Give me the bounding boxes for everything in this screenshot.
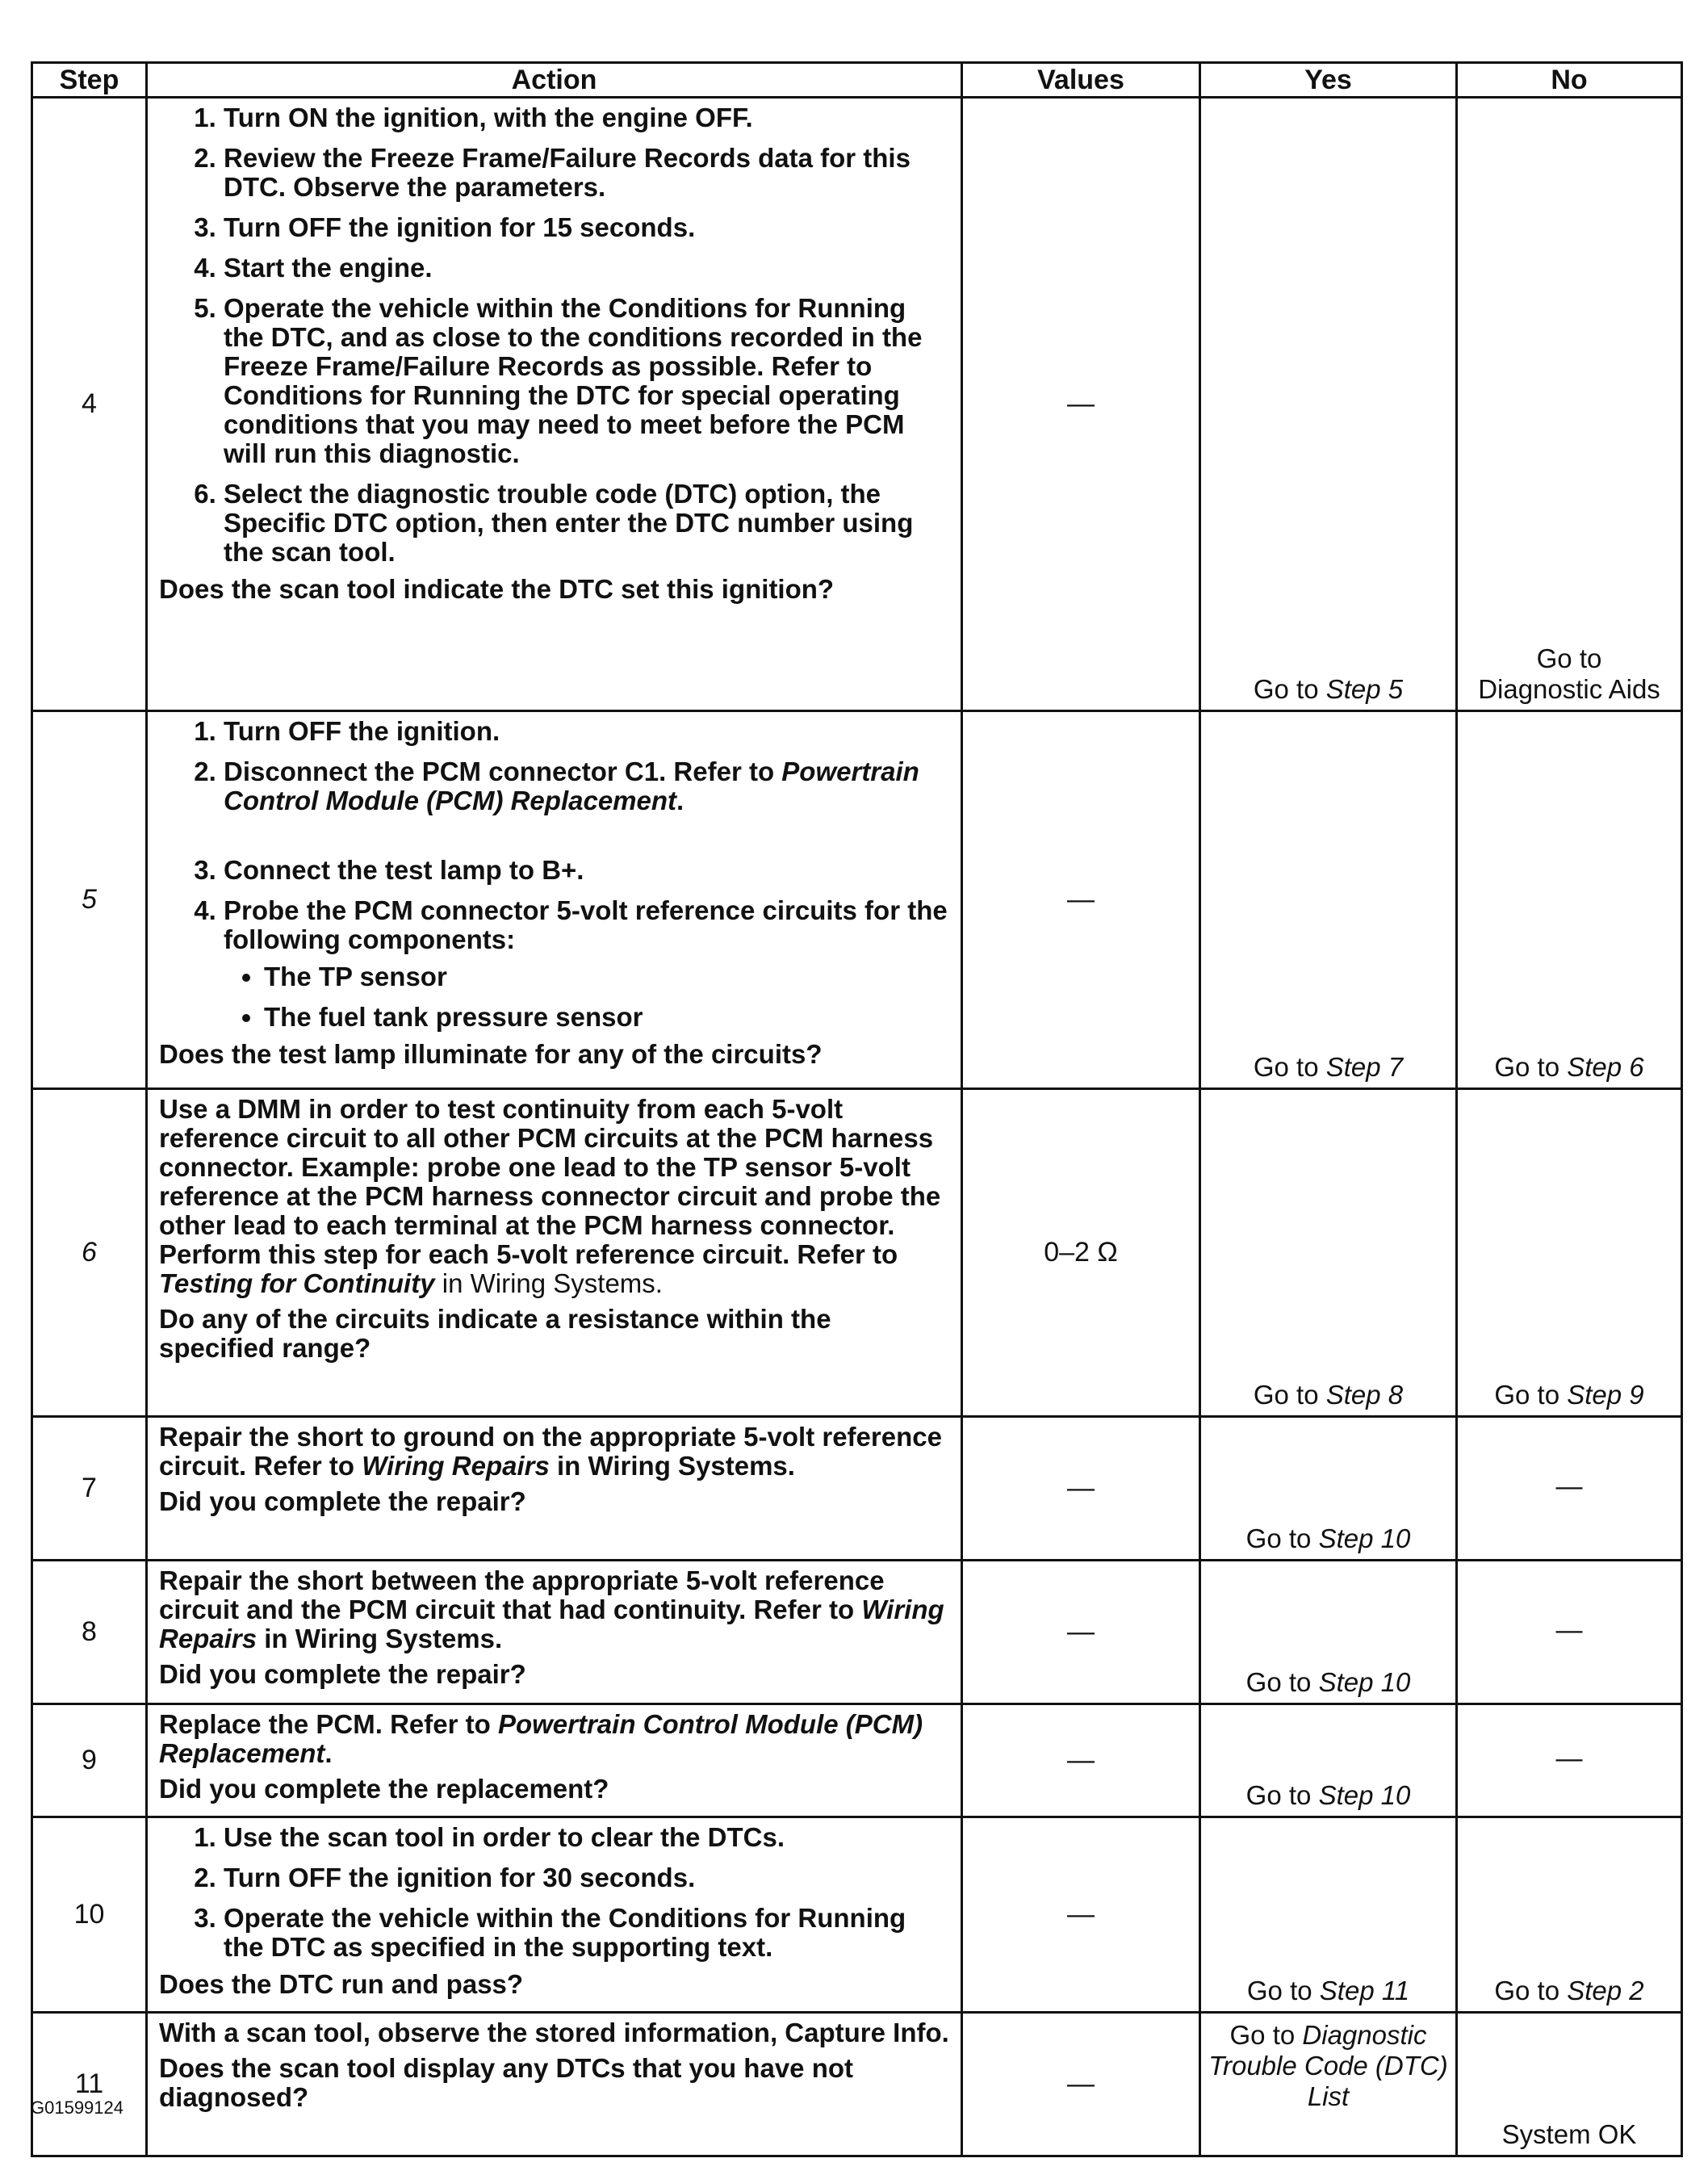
question: Does the scan tool indicate the DTC set this ignition? xyxy=(159,574,835,604)
question: Do any of the circuits indicate a resistance within the specified range? xyxy=(159,1304,831,1363)
yes-cell xyxy=(1200,2013,1457,2156)
item-text: Use a DMM in order to test continuity from each 5-volt reference circuit to all other PCM circuits at the PCM harness connector. Example: probe one lead to the TP sensor 5-volt reference at the PCM harness connector circuit and probe the other lead to each terminal at the PCM harness connector. Perform this step for each 5-volt reference circuit. Refer to xyxy=(159,1094,941,1269)
item-text: Replace the PCM. Refer to xyxy=(159,1709,491,1739)
list-item: 2. Turn OFF the ignition for 30 seconds. xyxy=(224,1863,949,1892)
yes-cell xyxy=(1200,711,1457,1089)
no-cell xyxy=(1457,711,1682,1089)
yes-cell xyxy=(1200,1704,1457,1817)
values-cell: — xyxy=(962,711,1200,1089)
action-text xyxy=(159,1710,949,1768)
header-action: Action xyxy=(147,63,962,98)
reference-link[interactable]: Wiring Repairs xyxy=(362,1451,550,1481)
no-cell: — xyxy=(1457,1704,1682,1817)
goto-link[interactable]: Diagnostic Aids xyxy=(1478,674,1660,704)
goto-label: Go to xyxy=(1494,1380,1560,1410)
component-list xyxy=(224,962,949,1032)
item-text: in Wiring Systems. xyxy=(557,1451,795,1481)
action-text: With a scan tool, observe the stored information, Capture Info. xyxy=(159,2018,949,2047)
question: Does the scan tool display any DTCs that you have not diagnosed? xyxy=(159,2053,853,2112)
yes-cell xyxy=(1200,1417,1457,1561)
action-steps xyxy=(159,1823,949,1962)
reference-link[interactable]: Powertrain Control Module (PCM) Replacement xyxy=(224,756,919,815)
step-number: 10 xyxy=(32,1817,147,2013)
question: Did you complete the repair? xyxy=(159,1486,526,1516)
goto-label: Go to xyxy=(1245,1523,1312,1553)
table-row xyxy=(32,2013,1682,2156)
goto-link[interactable]: Step 10 xyxy=(1318,1523,1411,1553)
goto-label: Go to xyxy=(1253,1052,1319,1082)
period: . xyxy=(324,1738,333,1768)
no-cell: — xyxy=(1457,1561,1682,1704)
table-row xyxy=(32,1561,1682,1704)
step-number: 8 xyxy=(32,1561,147,1704)
step-number: 11 xyxy=(32,2013,147,2156)
item-text: Repair the short to ground on the appropriate 5-volt reference circuit. Refer to xyxy=(159,1422,942,1481)
goto-link[interactable]: Step 10 xyxy=(1318,1780,1411,1810)
action-text xyxy=(159,1423,949,1481)
goto-link[interactable]: Step 11 xyxy=(1319,1976,1410,2005)
table-row xyxy=(32,1089,1682,1417)
goto-label: Go to xyxy=(1494,1976,1560,2005)
goto-link[interactable]: Diagnostic Trouble Code (DTC) List xyxy=(1208,2020,1448,2111)
action-cell xyxy=(147,98,962,711)
reference-link[interactable]: Powertrain Control Module (PCM) Replacement xyxy=(159,1709,923,1768)
action-text xyxy=(159,1566,949,1653)
goto-link[interactable]: Step 7 xyxy=(1325,1052,1404,1082)
item-text: Repair the short between the appropriate 5-volt reference circuit and the PCM circuit that had continuity. Refer to xyxy=(159,1565,885,1624)
action-cell xyxy=(147,711,962,1089)
question: Did you complete the repair? xyxy=(159,1659,526,1689)
item-text: Disconnect the PCM connector C1. Refer to xyxy=(224,756,775,786)
goto-link[interactable]: Step 9 xyxy=(1567,1380,1644,1410)
figure-id-caption: G01599124 xyxy=(31,2097,123,2118)
table-row xyxy=(32,98,1682,711)
action-steps xyxy=(159,717,949,1032)
reference-link[interactable]: Wiring Repairs xyxy=(159,1595,944,1653)
goto-label: Go to xyxy=(1246,1976,1312,2005)
header-row xyxy=(32,63,1682,98)
action-steps xyxy=(159,103,949,567)
values-cell: — xyxy=(962,2013,1200,2156)
header-values: Values xyxy=(962,63,1200,98)
values-cell: — xyxy=(962,1561,1200,1704)
goto-link[interactable]: Step 6 xyxy=(1567,1052,1644,1082)
list-item: • The TP sensor xyxy=(264,962,949,991)
values-cell: — xyxy=(962,98,1200,711)
yes-cell xyxy=(1200,1089,1457,1417)
action-cell xyxy=(147,1417,962,1561)
action-cell xyxy=(147,2013,962,2156)
no-cell: — xyxy=(1457,1417,1682,1561)
table-row xyxy=(32,1704,1682,1817)
step-number: 5 xyxy=(32,711,147,1089)
item-text: in Wiring Systems. xyxy=(442,1268,663,1298)
action-cell xyxy=(147,1817,962,2013)
step-number: 4 xyxy=(32,98,147,711)
action-cell xyxy=(147,1561,962,1704)
header-no: No xyxy=(1457,63,1682,98)
list-item: 3. Turn OFF the ignition for 15 seconds. xyxy=(224,213,949,242)
item-text: in Wiring Systems. xyxy=(264,1624,503,1653)
goto-label: Go to xyxy=(1253,674,1319,704)
item-text: Probe the PCM connector 5-volt reference circuits for the following components: xyxy=(224,895,948,954)
values-cell: 0–2 Ω xyxy=(962,1089,1200,1417)
goto-label: Go to xyxy=(1494,1052,1560,1082)
goto-link[interactable]: Step 5 xyxy=(1325,674,1404,704)
action-cell xyxy=(147,1089,962,1417)
no-cell xyxy=(1457,1089,1682,1417)
goto-label: Go to xyxy=(1229,2020,1296,2050)
goto-label: Go to xyxy=(1245,1780,1312,1810)
diagnostic-table xyxy=(31,61,1683,2157)
table-row xyxy=(32,711,1682,1089)
reference-link[interactable]: Testing for Continuity xyxy=(159,1268,435,1298)
list-item: 3. Connect the test lamp to B+. xyxy=(224,856,949,885)
goto-label: Go to xyxy=(1536,643,1602,673)
list-item: 1. Use the scan tool in order to clear the DTCs. xyxy=(224,1823,949,1852)
list-item: 1. Turn OFF the ignition. xyxy=(224,717,949,746)
goto-label: Go to xyxy=(1245,1667,1312,1697)
no-cell xyxy=(1457,98,1682,711)
question: Did you complete the replacement? xyxy=(159,1774,609,1804)
step-number: 6 xyxy=(32,1089,147,1417)
action-text xyxy=(159,1095,949,1298)
header-yes: Yes xyxy=(1200,63,1457,98)
action-cell xyxy=(147,1704,962,1817)
values-cell: — xyxy=(962,1704,1200,1817)
list-item: 6. Select the diagnostic trouble code (DTC) option, the Specific DTC option, then enter the DTC number using the scan tool. xyxy=(224,480,949,567)
goto-label: Go to xyxy=(1253,1380,1319,1410)
table-row xyxy=(32,1417,1682,1561)
yes-cell xyxy=(1200,1561,1457,1704)
no-cell xyxy=(1457,1817,1682,2013)
step-number: 9 xyxy=(32,1704,147,1817)
table-row xyxy=(32,1817,1682,2013)
list-item xyxy=(224,896,949,1032)
list-item: 4. Start the engine. xyxy=(224,254,949,283)
goto-link[interactable]: Step 2 xyxy=(1567,1976,1644,2005)
yes-cell xyxy=(1200,98,1457,711)
list-item: 2. Review the Freeze Frame/Failure Records data for this DTC. Observe the parameters. xyxy=(224,144,949,202)
values-cell: — xyxy=(962,1817,1200,2013)
header-step: Step xyxy=(32,63,147,98)
question: Does the DTC run and pass? xyxy=(159,1969,524,1999)
question: Does the test lamp illuminate for any of the circuits? xyxy=(159,1039,823,1069)
yes-cell xyxy=(1200,1817,1457,2013)
values-cell: — xyxy=(962,1417,1200,1561)
goto-link[interactable]: Step 8 xyxy=(1325,1380,1404,1410)
step-number: 7 xyxy=(32,1417,147,1561)
period: . xyxy=(676,786,684,815)
list-item: 5. Operate the vehicle within the Conditions for Running the DTC, and as close to the conditions recorded in the Freeze Frame/Failure Records as possible. Refer to Conditions for Running the DTC for special operating conditions that you may need to meet before the PCM will run this diagnostic. xyxy=(224,294,949,468)
list-item: • The fuel tank pressure sensor xyxy=(264,1003,949,1032)
no-cell: System OK xyxy=(1457,2013,1682,2156)
goto-link[interactable]: Step 10 xyxy=(1318,1667,1411,1697)
list-item: 1. Turn ON the ignition, with the engine OFF. xyxy=(224,103,949,132)
list-item xyxy=(224,757,949,815)
list-item: 3. Operate the vehicle within the Conditions for Running the DTC as specified in the supporting text. xyxy=(224,1904,949,1962)
